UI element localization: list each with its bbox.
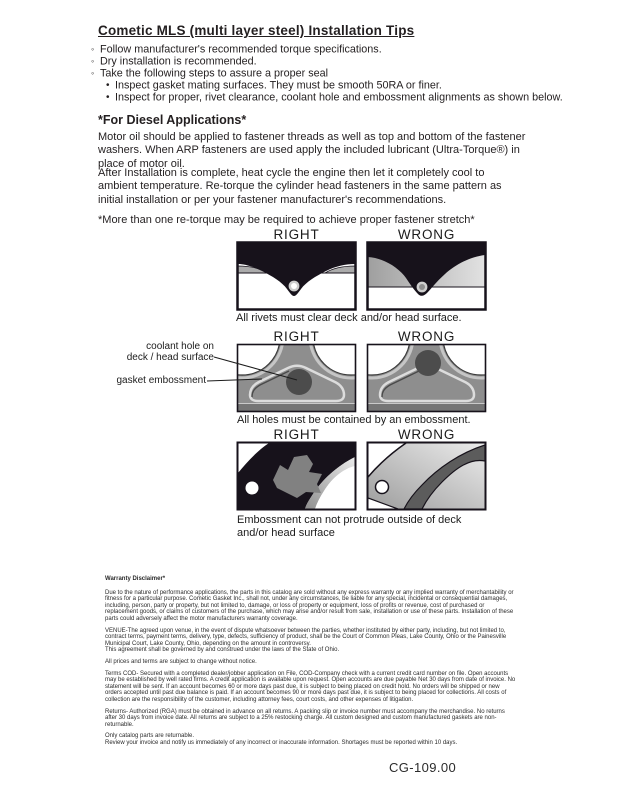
installation-tips-list: [91, 43, 563, 104]
list-item: [91, 91, 563, 104]
bullet-text: Dry installation is recommended.: [100, 55, 257, 68]
fig3-right-diagram: [236, 441, 357, 511]
fig2-right-diagram: [236, 343, 357, 413]
fig1-wrong-diagram: [366, 241, 487, 311]
diesel-paragraph-2: After Installation is complete, heat cycle the engine then let it completely cool to ambient temperature. Re-torque the cylinder head fasteners in the same pattern as initial installation or per your fastener manufacturer's recommendations.: [98, 167, 502, 206]
fig2-right-label: RIGHT: [273, 329, 320, 344]
fig2-caption: All holes must be contained by an embossment.: [237, 414, 471, 426]
legal-paragraph: Due to the nature of performance applications, the parts in this catalog are sold without any express warranty or any implied warranty of merchantability or fitness for a particular purpose. Cometic Gasket Inc., shall not, under any circumstances, be liable for any special, incidental or consequential damages, including, person, party or property, but not limited to, damage, or loss of property or equipment, loss of profits or revenue, cost of purchased or replacement goods, or claims of customers of the purchase, which may arise and/or result from sale, installation or use of these parts. Installation of these parts could adversely affect the motor manufacturers warranty coverage.: [105, 589, 514, 622]
fig3-right-label: RIGHT: [273, 427, 320, 442]
diesel-paragraph-1: Motor oil should be applied to fastener threads as well as top and bottom of the fastener washers. When ARP fasteners are used apply the included lubricant (Ultra-Torque®) in place of motor oil.: [98, 131, 526, 170]
fig2-wrong-diagram: [366, 343, 487, 413]
bullet-text: Inspect for proper, rivet clearance, coolant hole and embossment alignments as shown below.: [115, 91, 563, 104]
diesel-heading: *For Diesel Applications*: [98, 113, 247, 127]
bullet-text: Follow manufacturer's recommended torque specifications.: [100, 43, 382, 56]
open-bullet-icon: ◦: [91, 44, 95, 54]
legal-paragraph: Returns- Authorized (RGA) must be obtained in advance on all returns. A packing slip or invoice number must accompany the merchandise. No returns after 30 days from invoice date. All returns are subject to a 25% restocking charge. All custom designed and custom manufactured gaskets are non-returnable.: [105, 708, 505, 728]
bullet-text: Inspect gasket mating surfaces. They must be smooth 50RA or finer.: [115, 79, 442, 92]
open-bullet-icon: ◦: [91, 56, 95, 67]
legal-paragraph: Terms COD- Secured with a completed dealer/jobber application on File, COD-Company check with a current credit card number on file. Open accounts may be established by well rated firms. A credit application is available upon request. Open accounts are due payable Net 30 days from date of invoice. No statement will be sent. If an account becomes 60 or more days past due, it is subject to being placed on credit hold. No orders will be shipped or new orders accepted until past due balance is paid. If an account becomes 90 or more days past due, it is subject to being placed for collections. All costs of collection are the responsibility of the customer, including attorney fees, court costs, and other expenses of litigation.: [105, 670, 516, 703]
list-item: [91, 80, 551, 92]
filled-bullet-icon: •: [106, 92, 110, 104]
fig1-wrong-label: WRONG: [397, 227, 456, 242]
legal-paragraph: All prices and terms are subject to change without notice.: [105, 658, 257, 665]
diesel-note: *More than one re-torque may be required to achieve proper fastener stretch*: [98, 214, 475, 226]
open-bullet-icon: ◦: [91, 68, 95, 79]
legal-paragraph: Only catalog parts are returnable. Review your invoice and notify us immediately of any incorrect or inaccurate information. Shortages must be reported within 10 days.: [105, 733, 458, 746]
bullet-text: Take the following steps to assure a proper seal: [100, 67, 329, 80]
fig1-right-label: RIGHT: [273, 227, 320, 242]
legal-paragraph: VENUE-The agreed upon venue, in the event of dispute whatsoever between the parties, whether instituted by either party, including, but not limited to, contract terms, payment terms, delivery, type, defects, sufficiency of product, shall be the Court of Common Pleas, Lake County, Ohio or the Painesville Municipal Court, Lake County, Ohio, depending on the amount in controversy. This agreement shall be governed by and construed under the laws of the State of Ohio.: [105, 627, 507, 654]
gasket-embossment-callout: gasket embossment: [116, 375, 206, 386]
legal-section: [105, 576, 517, 751]
list-item: [91, 68, 551, 80]
list-item: [91, 56, 551, 68]
filled-bullet-icon: •: [106, 80, 110, 92]
page-number: CG-109.00: [389, 760, 457, 775]
coolant-hole-callout: coolant hole on deck / head surface: [126, 341, 214, 363]
fig1-right-diagram: [236, 241, 357, 311]
page-title: Cometic MLS (multi layer steel) Installation Tips: [98, 23, 415, 38]
legal-heading: Warranty Disclaimer*: [105, 576, 166, 582]
fig1-caption: All rivets must clear deck and/or head surface.: [236, 312, 462, 324]
fig3-caption: Embossment can not protrude outside of deck and/or head surface: [237, 514, 462, 539]
fig3-wrong-label: WRONG: [397, 427, 456, 442]
fig2-wrong-label: WRONG: [397, 329, 456, 344]
fig3-wrong-diagram: [366, 441, 487, 511]
list-item: [91, 44, 551, 56]
